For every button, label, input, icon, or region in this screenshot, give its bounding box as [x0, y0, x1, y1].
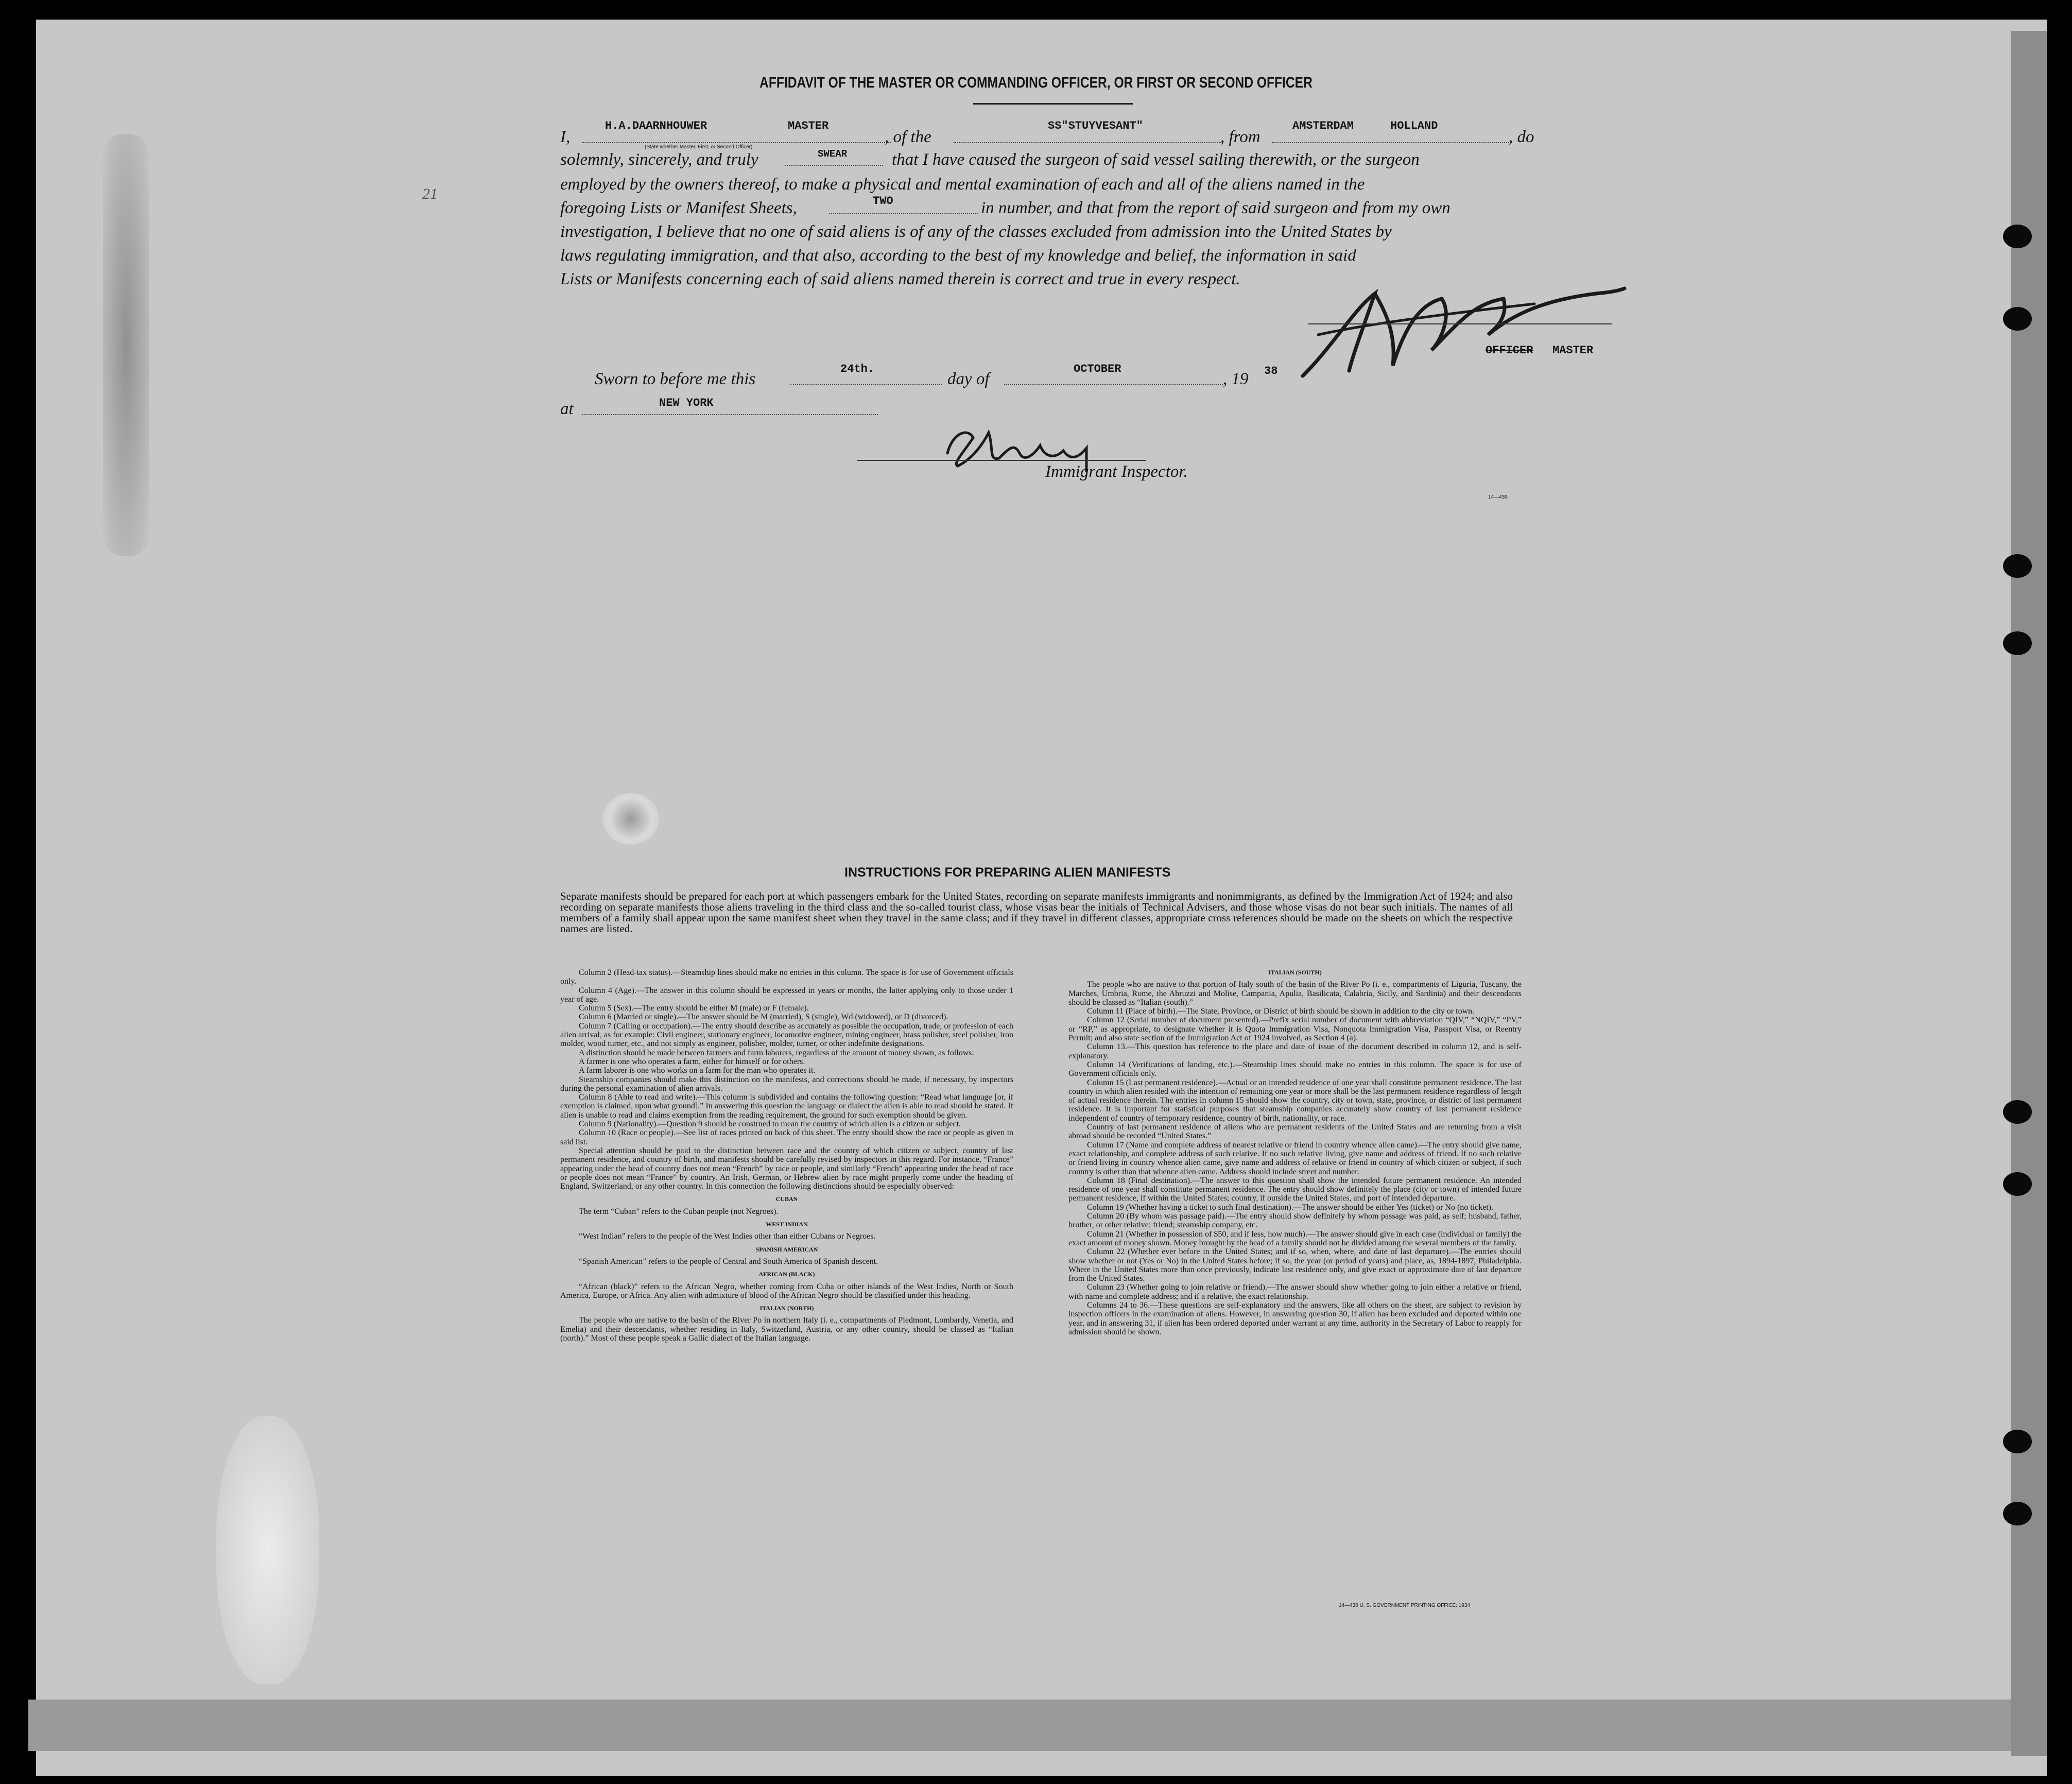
vessel-rule: [954, 142, 1221, 143]
affidavit-line2a: solemnly, sincerely, and truly: [560, 150, 758, 169]
sworn-text: Sworn to before me this: [595, 370, 756, 388]
from-rule: [1272, 142, 1511, 143]
instruction-paragraph: Column 9 (Nationality).—Question 9 should be construed to mean the country of which alien is a citizen or subject.: [579, 1120, 961, 1129]
title-rule: [973, 103, 1133, 105]
instructions-title: INSTRUCTIONS FOR PREPARING ALIEN MANIFESTS: [844, 865, 1171, 880]
section-heading: CUBAN: [775, 1195, 798, 1203]
master-name: H.A.DAARNHOUWER: [605, 119, 707, 132]
place-rule: [582, 414, 878, 415]
affidavit-line3: employed by the owners thereof, to make a physical and mental examination of each and all of the aliens named in the: [560, 175, 1365, 194]
instruction-paragraph: Column 19 (Whether having a ticket to such final destination).—The answer should be either Yes (ticket) or No (no ticket).: [1087, 1203, 1494, 1212]
instruction-paragraph: Column 2 (Head-tax status).—Steamship lines should make no entries in this column. The space is for use of Government officials only.: [560, 968, 1013, 986]
punch-hole: [2003, 1100, 2032, 1124]
master-signature: [1287, 263, 1627, 381]
margin-stain: [103, 134, 149, 556]
instruction-paragraph: The people who are native to that portion of Italy south of the basin of the River Po (i. e., compartments of Liguria, Tuscany, the Marches, Umbria, Rome, the Abruzzi and Molise, Campania, Apulia, Basilicata, Calabria, Sicily, and Sardinia) and their descendants should be classed as “Italian (south).”: [1068, 980, 1522, 1007]
sheet-bottom-edge: [28, 1700, 2036, 1751]
section-heading: WEST INDIAN: [766, 1221, 808, 1228]
struck-title: OFFICER: [1486, 344, 1533, 357]
instruction-paragraph: Column 22 (Whether ever before in the United States; and if so, when, where, and date of last departure).—The entries should show whether or not (Yes or No) in the United States before; if so, the year (or period of years) and place, as, 1894-1897, Philadelphia. Where in the United States more than once previously, indicate last residence only, and give exact or approximate date of last departure from the United States.: [1068, 1247, 1522, 1283]
from-country: HOLLAND: [1390, 119, 1438, 132]
affidavit-line4a: foregoing Lists or Manifest Sheets,: [560, 199, 797, 217]
punch-hole: [2003, 1430, 2032, 1453]
instruction-paragraph: Column 7 (Calling or occupation).—The entry should describe as accurately as possible the occupation, trade, or profession of each alien arrival, as for example: Civil engineer, stationary engineer, locomotive engineer, mining engineer, brass polisher, steel polisher, iron molder, wood turner, etc., and not simply as engineer, polisher, molder, turner, or other indefinite designations.: [560, 1021, 1013, 1049]
instructions-right-column: [1068, 968, 1522, 1336]
sworn-day: 24th.: [840, 363, 875, 375]
section-heading: ITALIAN (SOUTH): [1268, 969, 1322, 976]
rank-note: (State whether Master, First, or Second Officer): [645, 144, 753, 150]
inspector-label: Immigrant Inspector.: [1045, 462, 1188, 481]
instruction-paragraph: Columns 24 to 36.—These questions are self-explanatory and the answers, like all others on the sheet, are subject to revision by inspection officers in the examination of aliens. However, in answering question 30, if alien has been excluded and deported within one year, and in answering 31, if alien has been ordered deported under warrant at any time, authority in the Secretary of Labor to reapply for admission should be shown.: [1068, 1300, 1522, 1336]
punch-hole: [2003, 554, 2032, 578]
form-number: 14—430: [1488, 494, 1508, 500]
instruction-paragraph: Column 10 (Race or people).—See list of races printed on back of this sheet. The entry should show the race or people as given in said list.: [560, 1128, 1013, 1146]
instruction-paragraph: Column 14 (Verifications of landing, etc.).—Steamship lines should make no entries in this column. The space is for use of Government officials only.: [1068, 1060, 1522, 1078]
instruction-paragraph: “African (black)” refers to the African Negro, whether coming from Cuba or other islands of the West Indies, North or South America, Europe, or Africa. Any alien with admixture of blood of the African Negro should be classified under this heading.: [560, 1282, 1013, 1300]
sheet-right-edge: [2011, 31, 2047, 1756]
punch-hole: [2003, 307, 2032, 331]
section-heading: SPANISH AMERICAN: [755, 1245, 818, 1253]
affidavit-i: I,: [560, 128, 571, 146]
paper-spot: [602, 793, 659, 845]
at-text: at: [560, 400, 574, 418]
vessel-name: SS"STUYVESANT": [1048, 119, 1143, 132]
instruction-paragraph: Country of last permanent residence of aliens who are permanent residents of the United States and are returning from a visit abroad should be recorded “United States.”: [1068, 1123, 1522, 1141]
punch-hole: [2003, 1172, 2032, 1196]
punch-hole: [2003, 631, 2032, 655]
instruction-paragraph: Special attention should be paid to the distinction between race and the country of which citizen or subject, country of last permanent residence, and country of birth, and manifests should be carefully revised by inspectors in this regard. For instance, “France” appearing under the head of country does not mean “French” by race or people, and similarly “French” appearing under the head of race or people does not mean “France” by country. An Irish, German, or Hebrew alien by race might properly come under the heading of England, Switzerland, or any other country. In this connection the following distinctions should be especially observed:: [560, 1146, 1013, 1191]
printing-office-footer: 14—430 U. S. GOVERNMENT PRINTING OFFICE: 1934: [1339, 1603, 1470, 1608]
section-heading: ITALIAN (NORTH): [759, 1305, 814, 1312]
affidavit-do: , do: [1509, 128, 1534, 146]
affidavit-from: , from: [1220, 128, 1261, 146]
instructions-intro: Separate manifests should be prepared for each port at which passengers embark for the United States, recording on separate manifests immigrants and nonimmigrants, as defined by the Immigration Act of 1924; and also recording on separate manifests those aliens traveling in the third class and the so-called tourist class, whose visas bear the initials of Technical Advisers, and those whose visas do not bear such initials. The names of all members of a family shall appear upon the same manifest sheet when they travel in the same class; and if they travel in different classes, appropriate cross references should be made on the sheets on which the respective names are listed.: [560, 890, 1513, 935]
affidavit-line7: Lists or Manifests concerning each of said aliens named therein is correct and true in every respect.: [560, 270, 1240, 288]
instruction-paragraph: Column 5 (Sex).—The entry should be either M (male) or F (female).: [579, 1004, 809, 1013]
instruction-paragraph: The people who are native to the basin of the River Po in northern Italy (i. e., compartments of Piedmont, Lombardy, Venetia, and Emelia) and their descendants, whether residing in Italy, Switzerland, Austria, or any other country, should be classed as “Italian (north).” Most of these people speak a Gallic dialect of the Italian language.: [560, 1316, 1013, 1343]
sworn-year: 38: [1264, 365, 1278, 378]
affidavit-title: AFFIDAVIT OF THE MASTER OR COMMANDING OFFICER, OR FIRST OR SECOND OFFICER: [759, 74, 1313, 91]
instruction-paragraph: Column 11 (Place of birth).—The State, Province, or District of birth should be shown in addition to the city or town.: [1087, 1007, 1475, 1016]
instruction-paragraph: Steamship companies should make this distinction on the manifests, and corrections should be made, if necessary, by inspectors during the personal examination of alien arrivals.: [560, 1075, 1013, 1093]
month-rule: [1004, 384, 1223, 385]
year-prefix: , 19: [1223, 370, 1249, 388]
affidavit-line2b: that I have caused the surgeon of said vessel sailing therewith, or the surgeon: [892, 150, 1420, 169]
instruction-paragraph: The term “Cuban” refers to the Cuban people (not Negroes).: [579, 1207, 779, 1216]
oath-rule: [785, 165, 883, 166]
sheets-rule: [829, 213, 978, 214]
instruction-paragraph: Column 23 (Whether going to join relative or friend).—The answer should show whether going to join either a relative or friend, with name and complete address; and if a relative, the exact relationship.: [1068, 1283, 1522, 1301]
instruction-paragraph: Column 12 (Serial number of document presented).—Prefix serial number of document with abbreviation “QIV,” “NQIV,” “PV,” or “RP,” as appropriate, to designate whether it is Quota Immigration Visa, Nonquota Immigration Visa, Passport Visa, or Reentry Permit; and also state section of the Immigration Act of 1924 involved, as Section 4 (a).: [1068, 1016, 1522, 1043]
instruction-paragraph: “West Indian” refers to the people of the West Indies other than either Cubans or Negroes.: [579, 1232, 876, 1241]
section-heading: AFRICAN (BLACK): [758, 1271, 815, 1278]
master-rank: MASTER: [788, 119, 829, 132]
from-place: AMSTERDAM: [1292, 119, 1354, 132]
day-rule: [790, 384, 942, 385]
affidavit-line5: investigation, I believe that no one of said aliens is of any of the classes excluded from admission into the United States by: [560, 222, 1392, 241]
instruction-paragraph: Column 13.—This question has reference to the place and date of issue of the document described in column 12, and is self-explanatory.: [1068, 1042, 1522, 1060]
sworn-place: NEW YORK: [659, 397, 714, 409]
instruction-paragraph: “Spanish American” refers to the people of Central and South America of Spanish descent.: [579, 1257, 878, 1266]
sworn-month: OCTOBER: [1074, 363, 1121, 375]
punch-hole: [2003, 1502, 2032, 1525]
inspector-signature-line: [857, 460, 1146, 461]
instruction-paragraph: Column 18 (Final destination).—The answer to this question shall show the intended future permanent residence. An intended residence of one year shall constitute permanent residence. The entry should show definitely the place (city or town) of intended future permanent residence, if within the United States; country, if outside the United States, and port of intended departure.: [1068, 1176, 1522, 1203]
instruction-paragraph: Column 17 (Name and complete address of nearest relative or friend in country whence alien came).—The entry should give name, exact relationship, and complete address of such relative. If no such relative living, give name and address of friend. If no such relative or friend living in country whence alien came, give name and address of relative or friend in country of which citizen or subject, if such country is other than that whence alien came. Address should include street and number.: [1068, 1140, 1522, 1176]
affidavit-line6: laws regulating immigration, and that also, according to the best of my knowledge and belief, the information in said: [560, 246, 1356, 265]
instructions-left-column: [560, 968, 1013, 1343]
affidavit-line4b: in number, and that from the report of said surgeon and from my own: [981, 199, 1451, 217]
oath-word: SWEAR: [818, 148, 848, 160]
instruction-paragraph: A farmer is one who operates a farm, either for himself or for others.: [579, 1057, 805, 1066]
day-of-text: day of: [947, 370, 990, 388]
name-rule: [582, 142, 891, 143]
punch-hole: [2003, 225, 2032, 248]
margin-mark: 21: [422, 185, 438, 202]
instruction-paragraph: Column 20 (By whom was passage paid).—The entry should show definitely by whom passage was paid, as self; husband, father, brother, or other relative; friend; steamship company, etc.: [1068, 1212, 1522, 1230]
instruction-paragraph: Column 15 (Last permanent residence).—Actual or an intended residence of one year shall constitute permanent residence. The last country in which alien resided with the intention of remaining one year or more shall be the last permanent residence regardless of length of actual residence therein. The entries in column 15 should show the country, city or town, state, province, or district of last permanent residence. It is important for statistical purposes that steamship companies accurately show country of last permanent residence independent of country of temporary residence, country of birth, nationality, or race.: [1068, 1078, 1522, 1123]
instruction-paragraph: Column 21 (Whether in possession of $50, and if less, how much).—The answer should give in each case (individual or family) the exact amount of money shown. Money brought by the head of a family should not be divided among the several members of the family.: [1068, 1229, 1522, 1247]
master-signature-line: [1308, 323, 1612, 324]
instruction-paragraph: Column 4 (Age).—The answer in this column should be expressed in years or months, the latter applying only to those under 1 year of age.: [560, 986, 1013, 1004]
sheets-count: TWO: [873, 195, 893, 208]
instruction-paragraph: Column 8 (Able to read and write).—This column is subdivided and contains the following question: “Read what language [or, if exemption is claimed, upon what ground].” In answering this question the language or dialect the alien is able to read should be stated. If alien is unable to read and claims exemption from the reading requirement, the ground for such exemption should be given.: [560, 1093, 1013, 1120]
instruction-paragraph: Column 6 (Married or single).—The answer should be M (married), S (single), Wd (widowed), or D (divorced).: [579, 1013, 948, 1022]
paper-wear-stain: [216, 1416, 319, 1684]
instruction-paragraph: A farm laborer is one who works on a farm for the man who operates it.: [579, 1066, 816, 1075]
instruction-paragraph: A distinction should be made between farmers and farm laborers, regardless of the amount of money shown, as follows:: [579, 1048, 974, 1057]
affidavit-of-the: , of the: [885, 128, 931, 146]
signatory-title: MASTER: [1552, 344, 1594, 357]
